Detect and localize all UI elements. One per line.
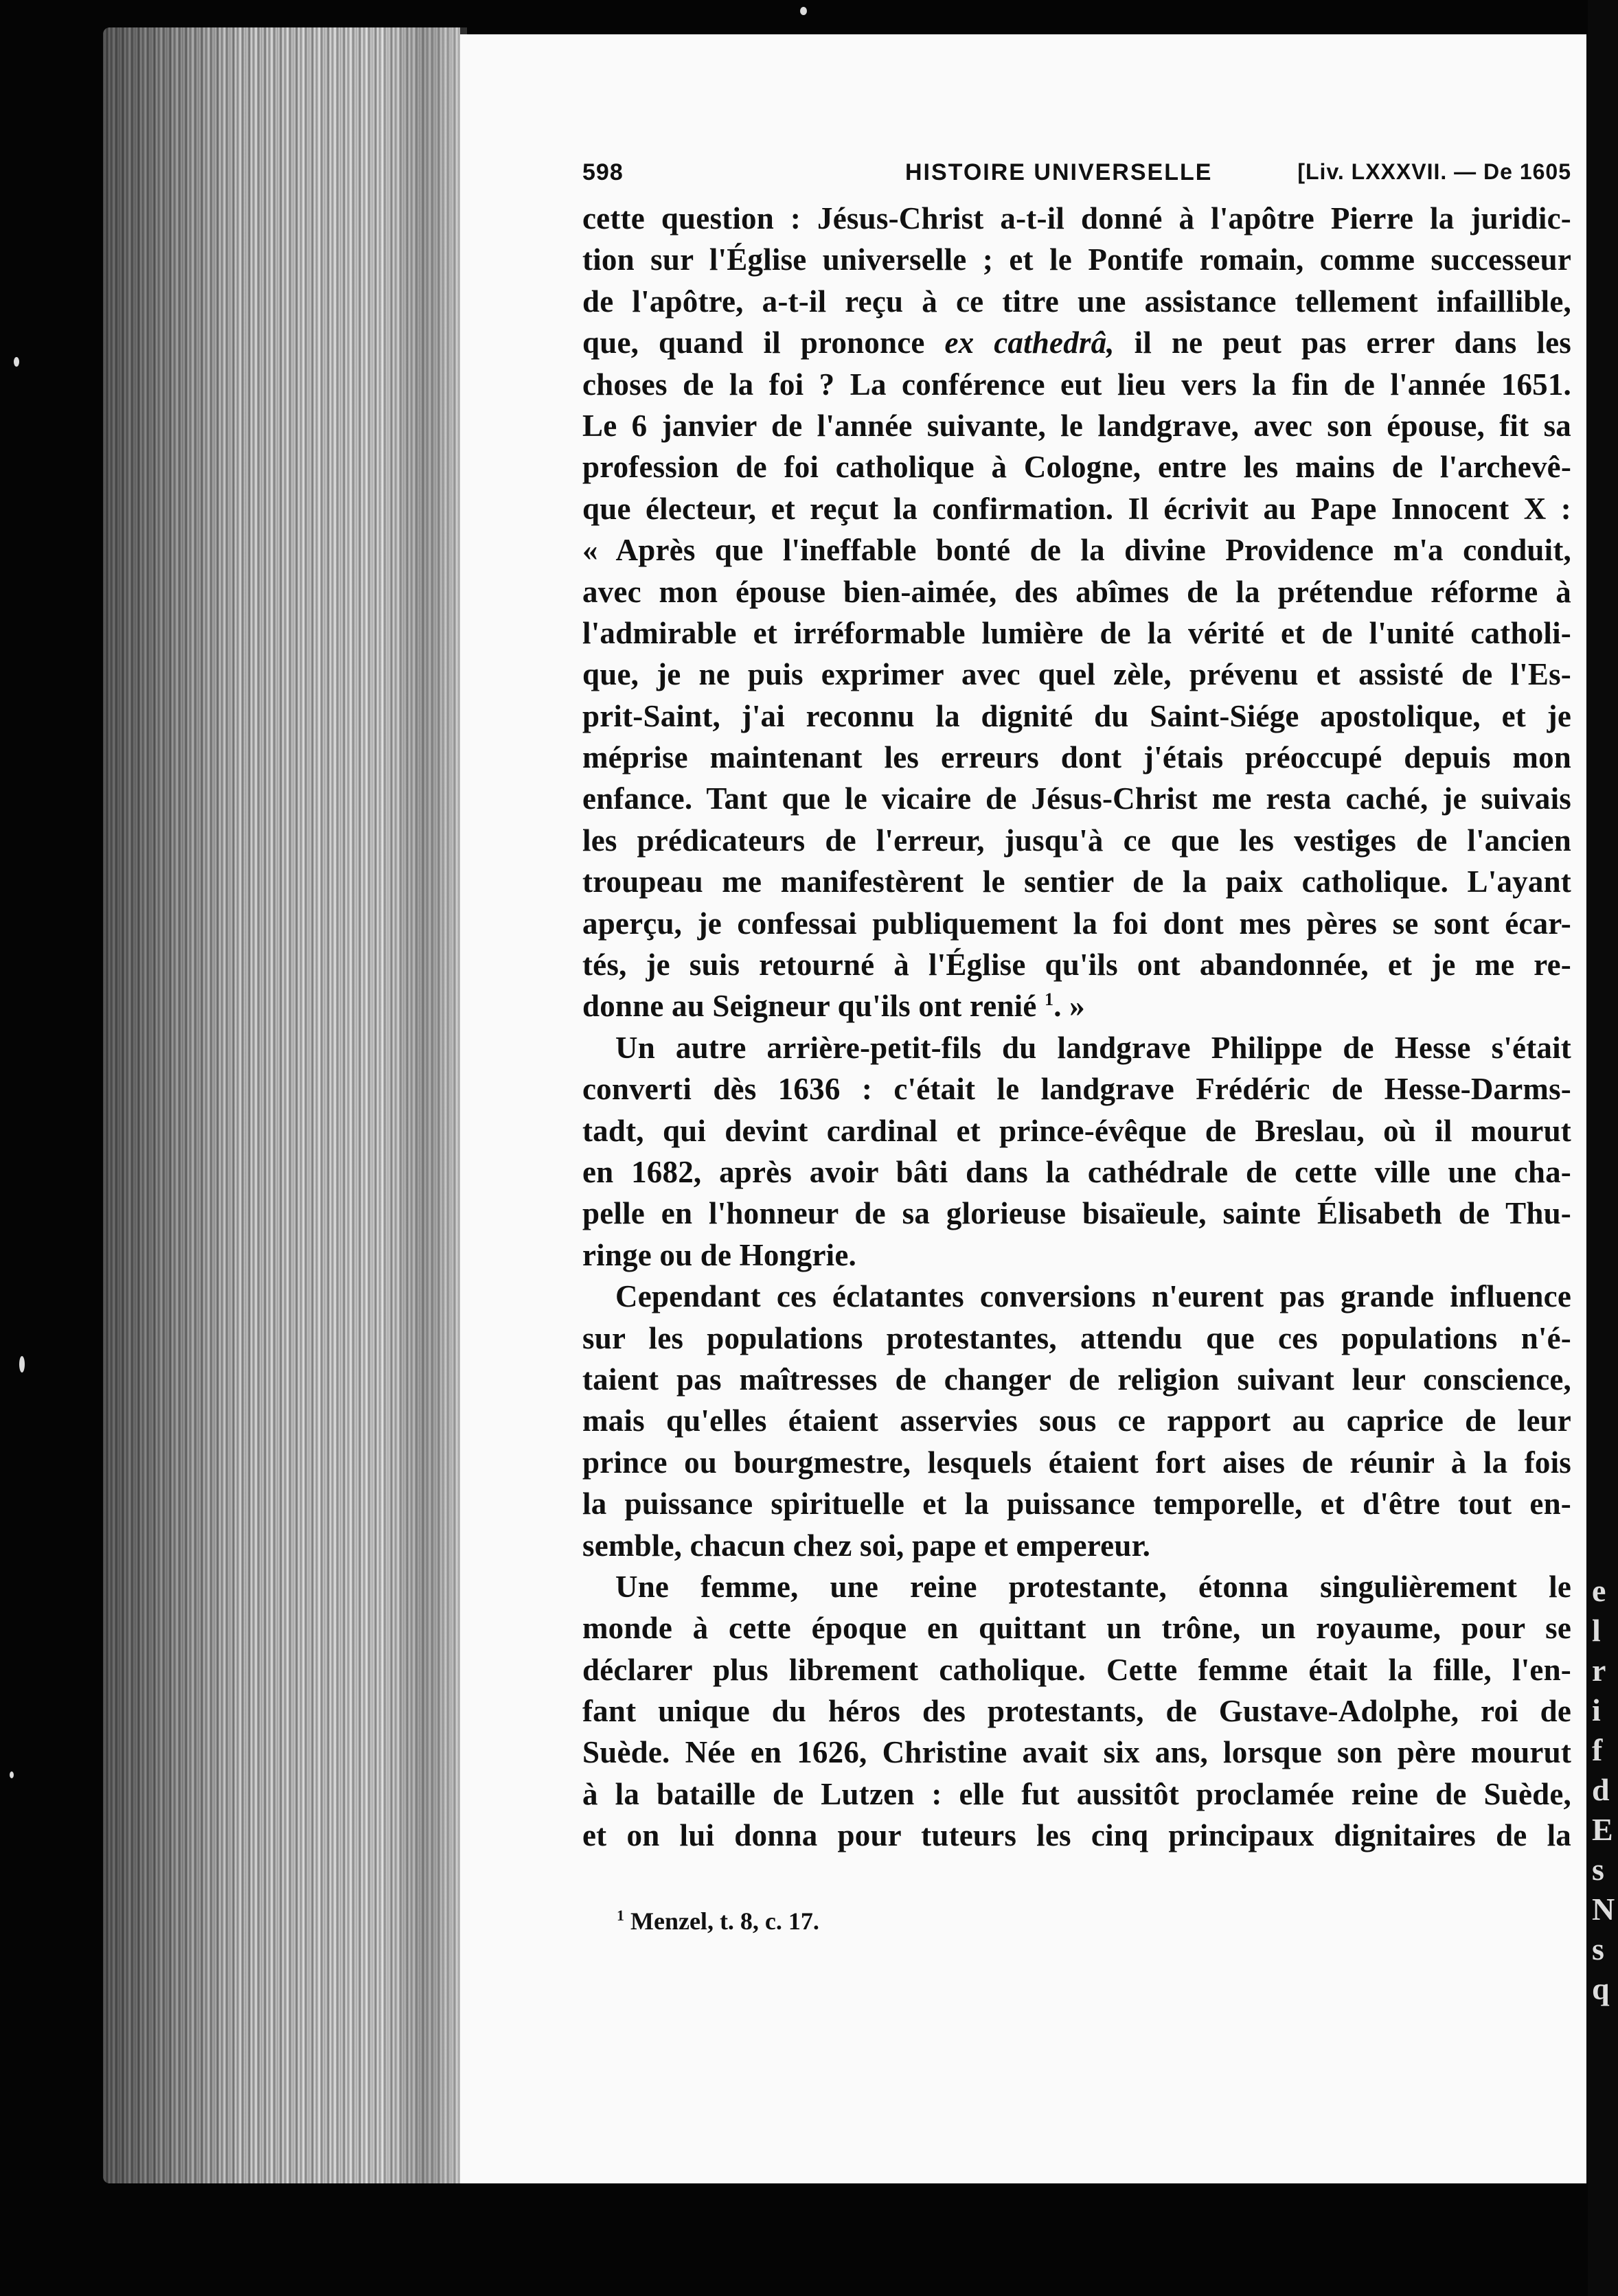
text-line: semble, chacun chez soi, pape et empereur. — [582, 1528, 1151, 1563]
footnote — [582, 1906, 1571, 1936]
text-line: l'admirable et irréformable lumière de la vérité et de l'unité catholi- — [582, 615, 1571, 650]
body-text — [582, 198, 1571, 1857]
text-line: pelle en l'honneur de sa glorieuse bisaïeule, sainte Élisabeth de Thu- — [582, 1196, 1571, 1231]
section-reference: [Liv. LXXXVII. — De 1605 — [1297, 159, 1571, 184]
dust-speck — [19, 1356, 25, 1373]
text-line: Un autre arrière-petit-fils du landgrave Philippe de Hesse s'était — [615, 1030, 1571, 1065]
text-line: prit-Saint, j'ai reconnu la dignité du Saint-Siége apostolique, et je — [582, 698, 1571, 733]
next-page-edge — [1588, 0, 1618, 2296]
text-line: les prédicateurs de l'erreur, jusqu'à ce que les vestiges de l'ancien — [582, 823, 1571, 858]
text-line: choses de la foi ? La conférence eut lieu vers la fin de l'année 1651. — [582, 367, 1571, 402]
text-line: enfance. Tant que le vicaire de Jésus-Christ me resta caché, je suivais — [582, 781, 1571, 816]
text-line: cette question : Jésus-Christ a-t-il donné à l'apôtre Pierre la juridic- — [582, 201, 1571, 236]
page-number: 598 — [582, 159, 624, 185]
dust-speck — [800, 7, 807, 15]
text-line: la puissance spirituelle et la puissance temporelle, et d'être tout en- — [582, 1486, 1571, 1522]
text-line: que, je ne puis exprimer avec quel zèle, prévenu et assisté de l'Es- — [582, 657, 1571, 692]
text-line: Le 6 janvier de l'année suivante, le landgrave, avec son épouse, fit sa — [582, 408, 1571, 443]
gutter-shadow — [385, 27, 467, 2183]
text-line: avec mon épouse bien-aimée, des abîmes de la prétendue réforme à — [582, 574, 1571, 609]
text-line: Une femme, une reine protestante, étonna singulièrement le — [615, 1569, 1571, 1604]
footnote-separator — [582, 1857, 1571, 1906]
text-line: ringe ou de Hongrie. — [582, 1237, 856, 1272]
footnote-reference: 1 — [1045, 989, 1054, 1010]
text-line: converti dès 1636 : c'était le landgrave Frédéric de Hesse-Darms- — [582, 1072, 1571, 1107]
text-line: à la bataille de Lutzen : elle fut aussitôt proclamée reine de Suède, — [582, 1776, 1571, 1811]
text-line: mais qu'elles étaient asservies sous ce rapport au caprice de leur — [582, 1403, 1571, 1438]
page-text-block — [582, 154, 1571, 1936]
next-page-glyph: e — [1592, 1573, 1606, 1608]
book-title: HISTOIRE UNIVERSELLE — [905, 159, 1213, 185]
text-line: aperçu, je confessai publiquement la foi dont mes pères se sont écar- — [582, 906, 1571, 941]
text-line: que électeur, et reçut la confirmation. Il écrivit au Pape Innocent X : — [582, 491, 1571, 526]
text-line: prince ou bourgmestre, lesquels étaient fort aises de réunir à la fois — [582, 1445, 1571, 1480]
text-line: que, quand il prononce ex cathedrâ, il ne peut pas errer dans les — [582, 325, 1571, 360]
next-page-glyph: i — [1592, 1692, 1601, 1727]
text-line: en 1682, après avoir bâti dans la cathédrale de cette ville une cha- — [582, 1154, 1571, 1189]
next-page-glyph: l — [1592, 1613, 1601, 1648]
text-line: fant unique du héros des protestants, de Gustave-Adolphe, roi de — [582, 1694, 1571, 1729]
next-page-glyph: s — [1592, 1931, 1604, 1966]
next-page-glyph: E — [1592, 1812, 1613, 1847]
text-line: donne au Seigneur qu'ils ont renié $^1$. » — [582, 989, 1085, 1024]
italic-phrase: ex cathedrâ, — [944, 325, 1115, 360]
text-line: tadt, qui devint cardinal et prince-évêque de Breslau, où il mourut — [582, 1113, 1571, 1148]
text-line: monde à cette époque en quittant un trône, un royaume, pour se — [582, 1611, 1571, 1646]
next-page-glyph: N — [1592, 1892, 1615, 1927]
text-line: Suède. Née en 1626, Christine avait six ans, lorsque son père mourut — [582, 1735, 1571, 1770]
footnote-marker: 1 — [617, 1906, 624, 1924]
next-page-glyph: r — [1592, 1653, 1606, 1688]
text-line: troupeau me manifestèrent le sentier de la paix catholique. L'ayant — [582, 864, 1571, 899]
text-line: tés, je suis retourné à l'Église qu'ils ont abandonnée, et je me re- — [582, 948, 1571, 983]
text-line: méprise maintenant les erreurs dont j'étais préoccupé depuis mon — [582, 740, 1571, 775]
text-line: « Après que l'ineffable bonté de la divine Providence m'a conduit, — [582, 533, 1571, 568]
text-line: tion sur l'Église universelle ; et le Pontife romain, comme successeur — [582, 242, 1571, 277]
next-page-glyph: q — [1592, 1971, 1610, 2006]
text-line: taient pas maîtresses de changer de religion suivant leur conscience, — [582, 1362, 1571, 1397]
next-page-glyph: d — [1592, 1772, 1610, 1807]
footnote-text: Menzel, t. 8, c. 17. — [624, 1907, 819, 1935]
text-line: et on lui donna pour tuteurs les cinq principaux dignitaires de la — [582, 1818, 1571, 1853]
text-line: Cependant ces éclatantes conversions n'eurent pas grande influence — [615, 1279, 1571, 1314]
running-head — [582, 154, 1571, 198]
text-line: déclarer plus librement catholique. Cette femme était la fille, l'en- — [582, 1652, 1571, 1687]
dust-speck — [14, 357, 19, 367]
text-line: de l'apôtre, a-t-il reçu à ce titre une assistance tellement infaillible, — [582, 284, 1571, 319]
next-page-glyph: f — [1592, 1732, 1603, 1767]
text-line: profession de foi catholique à Cologne, entre les mains de l'archevê- — [582, 450, 1571, 485]
next-page-glyph: s — [1592, 1852, 1604, 1887]
dust-speck — [10, 1771, 14, 1778]
text-line: sur les populations protestantes, attendu que ces populations n'é- — [582, 1320, 1571, 1355]
